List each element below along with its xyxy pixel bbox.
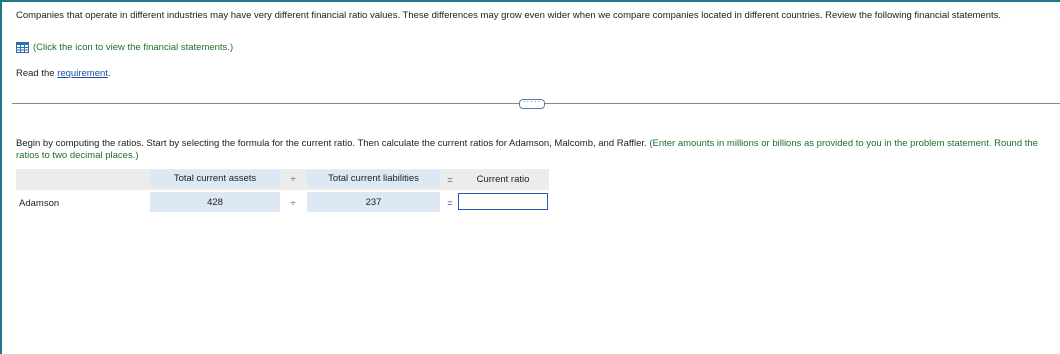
adamson-total-current-assets: 428 [150,192,280,212]
read-prefix: Read the [16,68,58,79]
instructions-hint: (Enter amounts in millions or billions as provided to you in the problem statement. Round the ratios to two decimal places.) [16,138,1038,161]
row-divide-sign: ÷ [290,198,296,209]
statements-link-text[interactable]: (Click the icon to view the financial statements.) [33,41,234,53]
adamson-current-ratio-input[interactable] [458,193,548,210]
instructions-main: Begin by computing the ratios. Start by selecting the formula for the current ratio. Then calculate the current ratios for Adamson, Malcomb, and Raffler. [16,138,650,149]
statements-link[interactable] [16,40,233,54]
instructions [16,138,1046,161]
requirement-link[interactable]: requirement [57,68,108,79]
spreadsheet-icon[interactable] [16,42,29,53]
header-equals-sign: = [447,175,453,186]
header-divide-sign: ÷ [290,174,296,185]
intro-text: Companies that operate in different industries may have very different financial ratio values. These differences may grow even wider when we compare companies located in different countries. Review the following financial statements. [16,10,1002,21]
row-equals-sign: = [447,198,453,209]
header-total-current-liabilities: Total current liabilities [307,170,440,187]
row-label-adamson: Adamson [19,198,60,209]
adamson-total-current-liabilities: 237 [307,192,440,212]
read-suffix: . [107,68,111,79]
more-dots-icon: ····· [522,97,542,106]
expand-more-button[interactable] [519,99,545,109]
header-total-current-assets: Total current assets [150,170,280,187]
header-current-ratio: Current ratio [476,174,530,185]
read-requirement-line [16,68,111,79]
